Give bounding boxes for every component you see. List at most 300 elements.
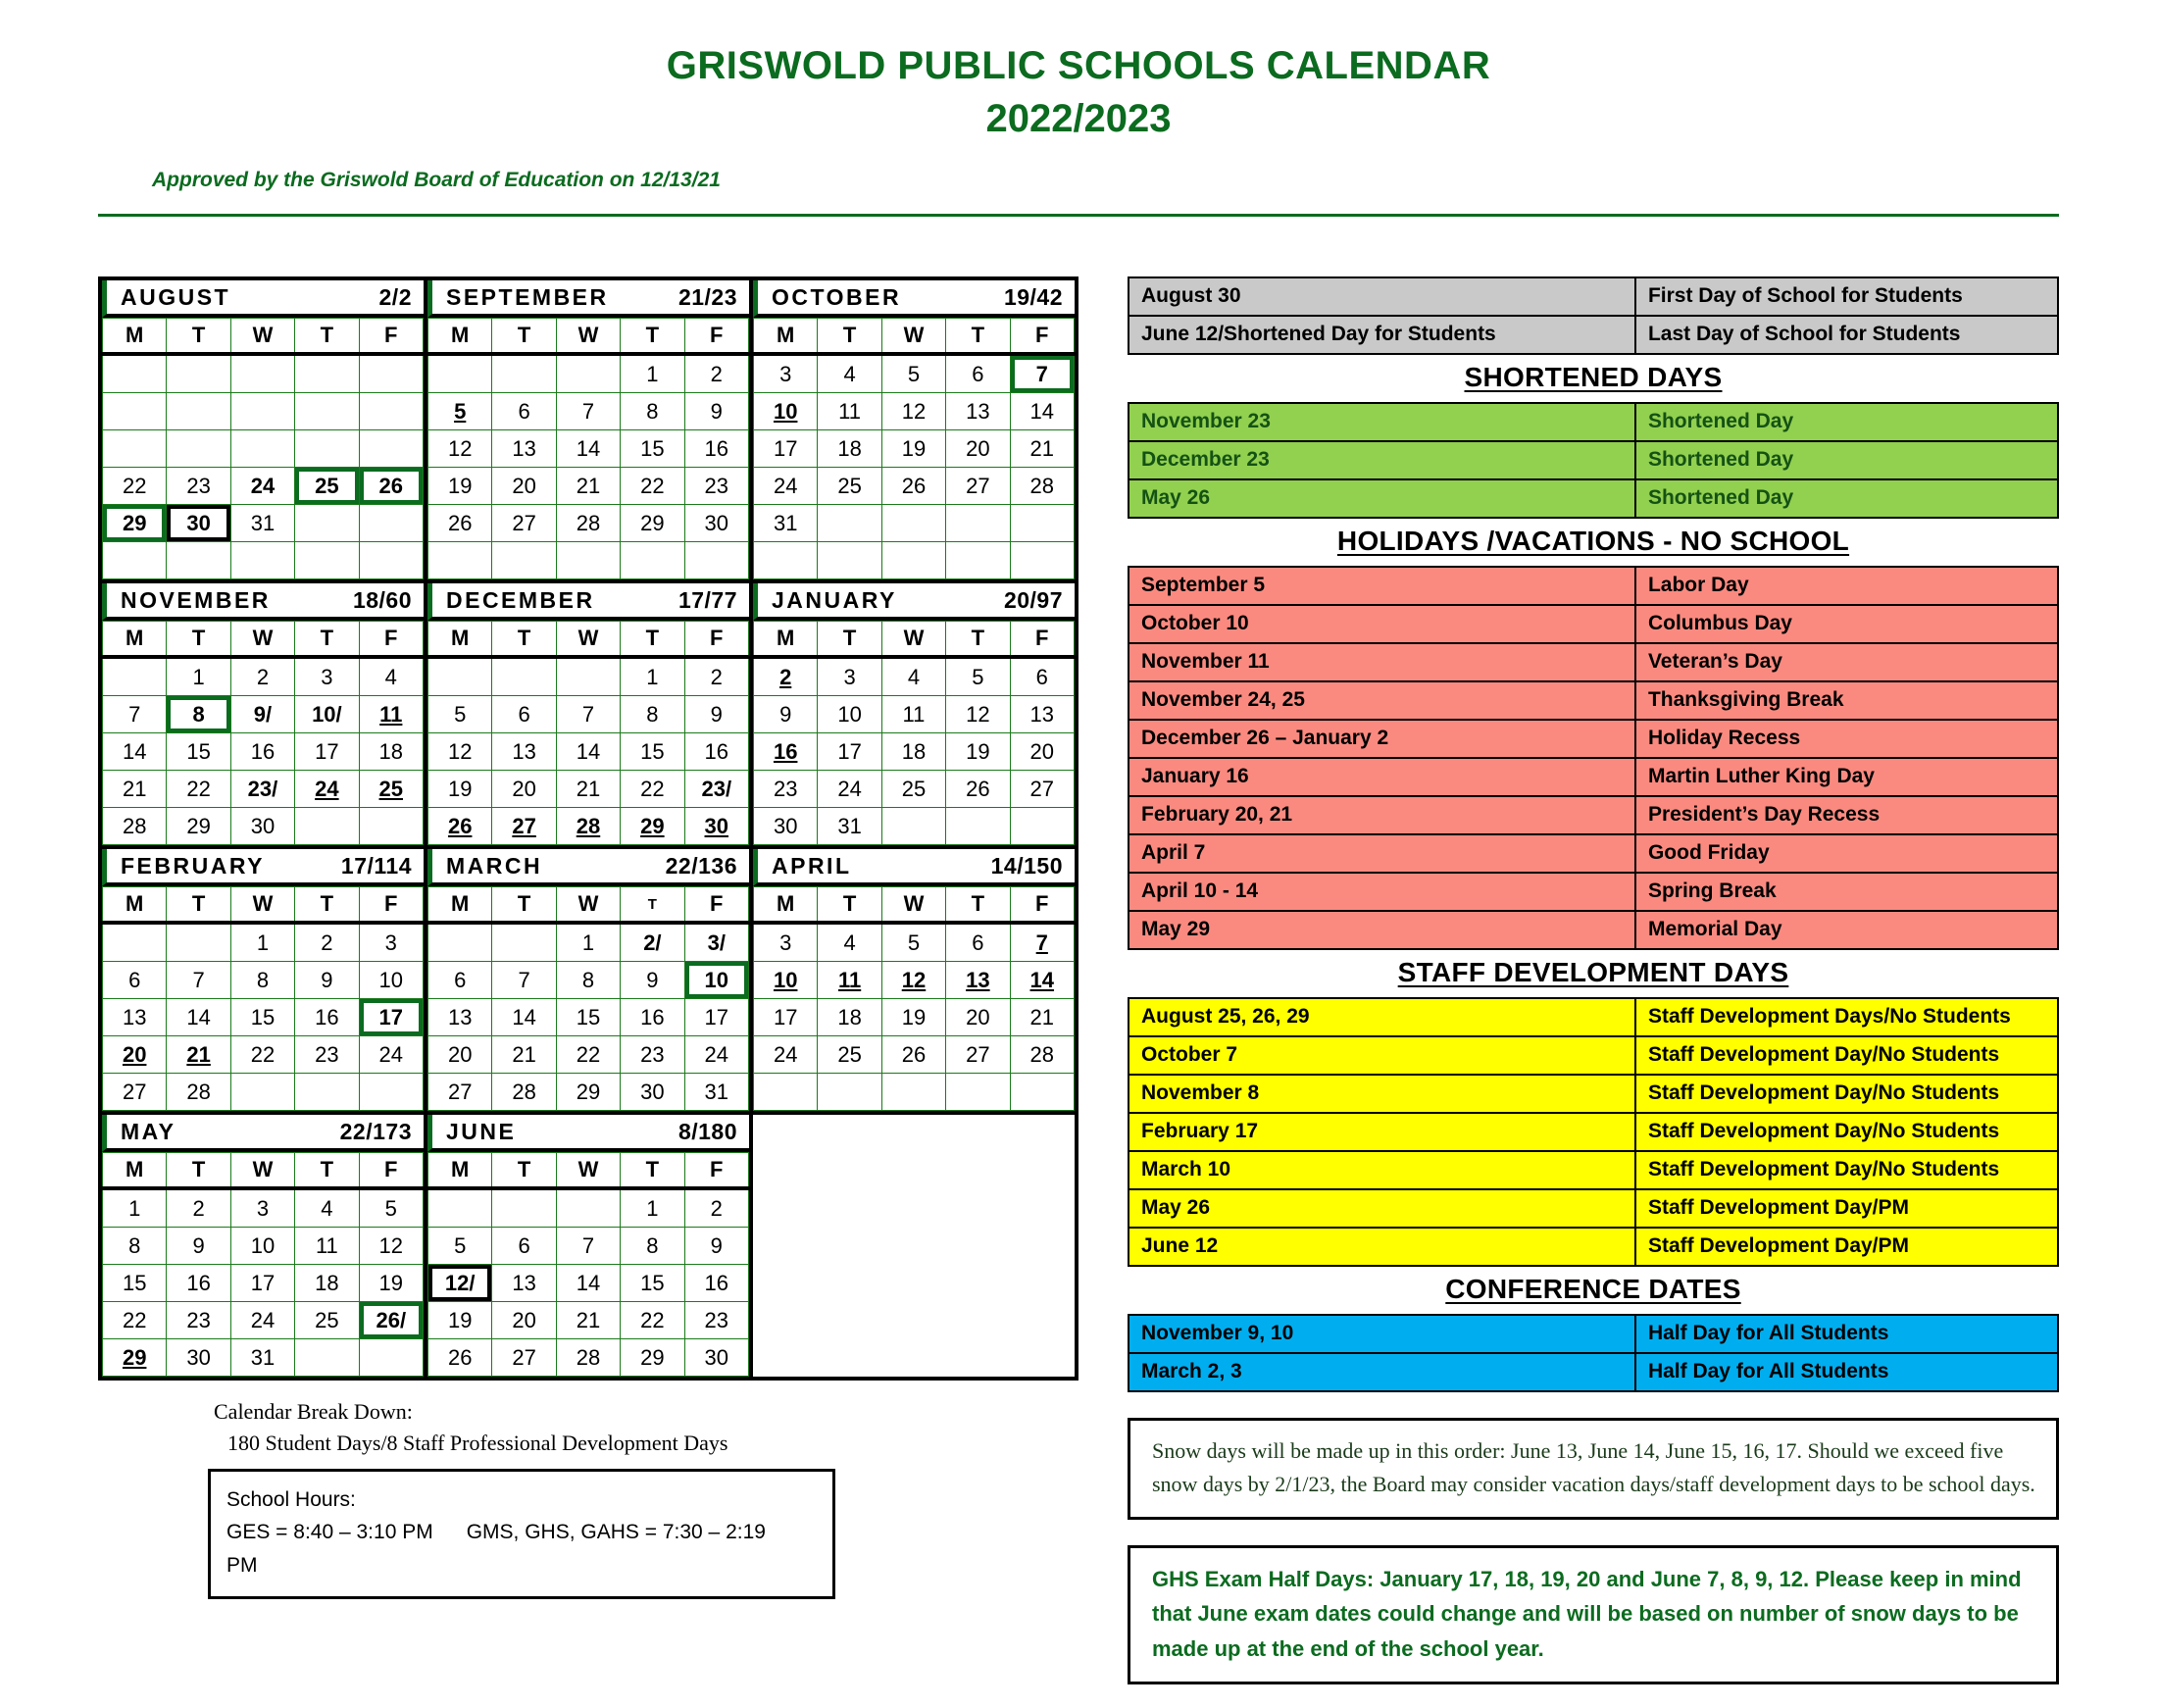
day-cell[interactable]: 20 <box>492 468 556 505</box>
day-cell[interactable]: 21 <box>1010 999 1074 1036</box>
week-row <box>754 430 1075 468</box>
day-cell-empty <box>492 923 556 962</box>
day-cell[interactable]: 5 <box>428 1228 492 1265</box>
day-cell[interactable]: 10 <box>359 962 423 999</box>
week-row <box>428 999 749 1036</box>
month-table <box>427 621 749 845</box>
day-cell[interactable]: 12 <box>946 696 1010 733</box>
day-cell[interactable]: 3 <box>359 923 423 962</box>
day-cell[interactable]: 13 <box>492 1265 556 1302</box>
day-cell[interactable]: 26 <box>428 1339 492 1377</box>
day-cell[interactable]: 24 <box>754 468 818 505</box>
day-cell[interactable]: 19 <box>428 771 492 808</box>
day-cell[interactable]: 19 <box>881 430 945 468</box>
day-cell[interactable]: 22 <box>103 1302 167 1339</box>
day-cell[interactable]: 21 <box>556 468 620 505</box>
day-cell-empty <box>103 354 167 393</box>
day-cell[interactable]: 22 <box>103 468 167 505</box>
staff-development-table <box>1128 997 2059 1267</box>
day-cell[interactable]: 14 <box>103 733 167 771</box>
day-cell[interactable]: 20 <box>1010 733 1074 771</box>
holiday-row <box>1129 681 2058 720</box>
day-cell[interactable]: 19 <box>428 468 492 505</box>
weekday-header: F <box>684 319 748 355</box>
day-cell[interactable]: 23 <box>621 1036 684 1074</box>
day-cell[interactable]: 29 <box>556 1074 620 1111</box>
day-cell[interactable]: 28 <box>1010 468 1074 505</box>
day-cell[interactable]: 17 <box>359 999 423 1036</box>
month-november <box>102 583 427 845</box>
day-cell[interactable]: 21 <box>556 771 620 808</box>
holiday-row <box>1129 643 2058 681</box>
legend-description: Staff Development Day/No Students <box>1635 1036 2058 1075</box>
day-cell[interactable]: 23/ <box>684 771 748 808</box>
day-cell[interactable]: 31 <box>684 1074 748 1111</box>
day-cell[interactable]: 6 <box>492 1228 556 1265</box>
day-cell[interactable]: 3/ <box>684 923 748 962</box>
day-cell[interactable]: 30 <box>754 808 818 845</box>
weekday-header: T <box>295 622 359 658</box>
day-cell[interactable]: 23 <box>684 1302 748 1339</box>
day-cell[interactable]: 9 <box>754 696 818 733</box>
day-cell[interactable]: 3 <box>295 657 359 696</box>
month-table <box>102 886 424 1111</box>
day-cell-empty <box>492 354 556 393</box>
month-header <box>427 849 749 886</box>
day-cell[interactable]: 30 <box>167 1339 230 1377</box>
day-cell[interactable]: 12/ <box>428 1265 492 1302</box>
day-cell[interactable]: 25 <box>881 771 945 808</box>
day-cell[interactable]: 10 <box>754 393 818 430</box>
day-cell[interactable]: 16 <box>754 733 818 771</box>
day-cell[interactable]: 13 <box>492 733 556 771</box>
day-cell[interactable]: 29 <box>621 1339 684 1377</box>
day-cell[interactable]: 29 <box>621 505 684 542</box>
day-cell[interactable]: 23 <box>167 1302 230 1339</box>
day-cell[interactable]: 5 <box>881 923 945 962</box>
day-cell[interactable]: 31 <box>230 505 294 542</box>
day-cell[interactable]: 18 <box>359 733 423 771</box>
day-cell[interactable]: 6 <box>946 923 1010 962</box>
day-cell[interactable]: 4 <box>818 923 881 962</box>
month-name: SEPTEMBER <box>446 283 609 310</box>
day-cell[interactable]: 28 <box>556 505 620 542</box>
day-cell[interactable]: 9 <box>167 1228 230 1265</box>
day-cell[interactable]: 30 <box>230 808 294 845</box>
day-cell[interactable]: 15 <box>230 999 294 1036</box>
day-cell[interactable]: 2 <box>754 657 818 696</box>
day-cell[interactable]: 27 <box>946 468 1010 505</box>
legend-description: Staff Development Day/PM <box>1635 1228 2058 1266</box>
day-cell[interactable]: 8 <box>621 1228 684 1265</box>
day-cell[interactable]: 9/ <box>230 696 294 733</box>
day-cell[interactable]: 2 <box>167 1188 230 1228</box>
day-cell[interactable]: 27 <box>103 1074 167 1111</box>
day-cell[interactable]: 14 <box>1010 962 1074 999</box>
day-cell[interactable]: 5 <box>428 393 492 430</box>
legend-date: October 10 <box>1129 605 1635 643</box>
week-row <box>428 657 749 696</box>
day-cell[interactable]: 7 <box>556 1228 620 1265</box>
day-cell[interactable]: 23 <box>167 468 230 505</box>
day-cell[interactable]: 1 <box>621 354 684 393</box>
day-cell[interactable]: 6 <box>492 696 556 733</box>
day-cell[interactable]: 5 <box>428 696 492 733</box>
day-cell[interactable]: 27 <box>492 808 556 845</box>
week-row <box>754 999 1075 1036</box>
day-cell[interactable]: 9 <box>621 962 684 999</box>
day-cell[interactable]: 14 <box>1010 393 1074 430</box>
key-dates-table <box>1128 276 2059 355</box>
day-cell[interactable]: 17 <box>754 430 818 468</box>
day-cell[interactable]: 1 <box>621 1188 684 1228</box>
day-cell[interactable]: 13 <box>428 999 492 1036</box>
conference-row <box>1129 1315 2058 1353</box>
day-cell[interactable]: 18 <box>818 430 881 468</box>
day-cell[interactable]: 12 <box>428 430 492 468</box>
day-cell[interactable]: 13 <box>103 999 167 1036</box>
day-cell[interactable]: 31 <box>754 505 818 542</box>
day-cell[interactable]: 9 <box>684 1228 748 1265</box>
day-cell[interactable]: 6 <box>1010 657 1074 696</box>
day-cell[interactable]: 26 <box>359 468 423 505</box>
day-cell[interactable]: 29 <box>621 808 684 845</box>
day-cell[interactable]: 4 <box>818 354 881 393</box>
day-cell[interactable]: 21 <box>167 1036 230 1074</box>
day-cell[interactable]: 30 <box>621 1074 684 1111</box>
month-table <box>753 621 1075 845</box>
day-cell[interactable]: 28 <box>103 808 167 845</box>
day-cell[interactable]: 1 <box>103 1188 167 1228</box>
day-cell[interactable]: 24 <box>230 1302 294 1339</box>
day-cell[interactable]: 18 <box>881 733 945 771</box>
day-cell[interactable]: 17 <box>684 999 748 1036</box>
day-cell[interactable]: 28 <box>167 1074 230 1111</box>
day-cell[interactable]: 30 <box>684 808 748 845</box>
day-cell[interactable]: 29 <box>103 505 167 542</box>
day-cell[interactable]: 14 <box>556 430 620 468</box>
day-cell[interactable]: 11 <box>881 696 945 733</box>
day-cell-empty <box>103 393 167 430</box>
day-cell-empty <box>946 808 1010 845</box>
day-cell[interactable]: 6 <box>428 962 492 999</box>
day-cell[interactable]: 20 <box>946 430 1010 468</box>
calendar-row <box>98 845 1078 1115</box>
week-row <box>754 733 1075 771</box>
weekday-header: M <box>428 887 492 924</box>
week-row <box>754 505 1075 542</box>
day-cell[interactable]: 4 <box>295 1188 359 1228</box>
day-cell[interactable]: 26 <box>881 468 945 505</box>
weekday-header: F <box>684 622 748 658</box>
week-row <box>103 1302 424 1339</box>
day-cell[interactable]: 24 <box>295 771 359 808</box>
day-cell[interactable]: 16 <box>230 733 294 771</box>
day-cell[interactable]: 5 <box>946 657 1010 696</box>
day-cell[interactable]: 22 <box>167 771 230 808</box>
day-cell-empty <box>492 542 556 579</box>
day-cell[interactable]: 22 <box>556 1036 620 1074</box>
day-cell[interactable]: 6 <box>946 354 1010 393</box>
day-cell[interactable]: 3 <box>754 354 818 393</box>
day-cell[interactable]: 8 <box>621 393 684 430</box>
day-cell[interactable]: 26 <box>946 771 1010 808</box>
day-cell[interactable]: 17 <box>230 1265 294 1302</box>
day-cell[interactable]: 14 <box>492 999 556 1036</box>
day-cell[interactable]: 2/ <box>621 923 684 962</box>
day-cell[interactable]: 23 <box>684 468 748 505</box>
day-cell[interactable]: 1 <box>230 923 294 962</box>
day-cell-empty <box>167 430 230 468</box>
week-row <box>428 354 749 393</box>
day-cell[interactable]: 25 <box>359 771 423 808</box>
day-cell[interactable]: 2 <box>230 657 294 696</box>
day-cell[interactable]: 11 <box>818 393 881 430</box>
day-cell[interactable]: 25 <box>818 468 881 505</box>
day-cell[interactable]: 16 <box>167 1265 230 1302</box>
weekday-header: F <box>684 887 748 924</box>
day-cell[interactable]: 4 <box>359 657 423 696</box>
day-cell[interactable]: 26/ <box>359 1302 423 1339</box>
day-cell[interactable]: 28 <box>556 1339 620 1377</box>
staff-development-title: STAFF DEVELOPMENT DAYS <box>1397 957 1789 987</box>
day-cell[interactable]: 11 <box>818 962 881 999</box>
day-cell[interactable]: 25 <box>818 1036 881 1074</box>
day-cell[interactable]: 3 <box>754 923 818 962</box>
day-cell[interactable]: 7 <box>103 696 167 733</box>
day-cell[interactable]: 14 <box>556 1265 620 1302</box>
day-cell[interactable]: 21 <box>556 1302 620 1339</box>
day-cell[interactable]: 19 <box>428 1302 492 1339</box>
shortened-days-title: SHORTENED DAYS <box>1464 362 1723 392</box>
shortened-day-row <box>1129 479 2058 518</box>
day-cell[interactable]: 2 <box>684 657 748 696</box>
day-cell[interactable]: 17 <box>295 733 359 771</box>
day-cell[interactable]: 15 <box>103 1265 167 1302</box>
day-cell[interactable]: 10 <box>684 962 748 999</box>
day-cell[interactable]: 26 <box>428 808 492 845</box>
day-cell[interactable]: 7 <box>1010 354 1074 393</box>
weekday-header: F <box>1010 622 1074 658</box>
legend-description: Spring Break <box>1635 873 2058 911</box>
day-cell[interactable]: 1 <box>167 657 230 696</box>
day-cell[interactable]: 16 <box>684 430 748 468</box>
day-cell[interactable]: 9 <box>295 962 359 999</box>
day-cell[interactable]: 27 <box>946 1036 1010 1074</box>
day-cell[interactable]: 23 <box>754 771 818 808</box>
weekday-header: M <box>754 319 818 355</box>
day-cell[interactable]: 10 <box>818 696 881 733</box>
day-cell[interactable]: 25 <box>295 468 359 505</box>
day-cell[interactable]: 11 <box>359 696 423 733</box>
day-cell[interactable]: 13 <box>946 393 1010 430</box>
day-cell[interactable]: 9 <box>684 393 748 430</box>
day-cell[interactable]: 8 <box>230 962 294 999</box>
day-cell[interactable]: 20 <box>492 771 556 808</box>
week-row <box>428 1302 749 1339</box>
day-cell-empty <box>881 808 945 845</box>
holidays-table <box>1128 566 2059 950</box>
day-cell[interactable]: 8 <box>167 696 230 733</box>
day-cell[interactable]: 18 <box>295 1265 359 1302</box>
day-cell-empty <box>359 1074 423 1111</box>
weekday-header: T <box>167 622 230 658</box>
day-cell[interactable]: 22 <box>621 771 684 808</box>
day-cell[interactable]: 14 <box>556 733 620 771</box>
day-cell[interactable]: 20 <box>103 1036 167 1074</box>
day-cell[interactable]: 5 <box>359 1188 423 1228</box>
day-cell[interactable]: 16 <box>684 733 748 771</box>
week-row <box>428 696 749 733</box>
legend-date: May 26 <box>1129 1189 1635 1228</box>
day-cell[interactable]: 24 <box>684 1036 748 1074</box>
day-cell[interactable]: 11 <box>295 1228 359 1265</box>
day-cell[interactable]: 8 <box>621 696 684 733</box>
weekday-header: M <box>428 622 492 658</box>
day-cell[interactable]: 15 <box>621 1265 684 1302</box>
day-cell[interactable]: 24 <box>359 1036 423 1074</box>
day-cell[interactable]: 27 <box>492 1339 556 1377</box>
day-cell[interactable]: 26 <box>881 1036 945 1074</box>
day-cell[interactable]: 17 <box>818 733 881 771</box>
day-cell[interactable]: 22 <box>230 1036 294 1074</box>
day-cell[interactable]: 20 <box>492 1302 556 1339</box>
day-cell[interactable]: 13 <box>946 962 1010 999</box>
day-cell[interactable]: 2 <box>684 354 748 393</box>
day-cell[interactable]: 19 <box>881 999 945 1036</box>
month-december <box>427 583 753 845</box>
day-cell-empty <box>946 542 1010 579</box>
day-cell[interactable]: 25 <box>295 1302 359 1339</box>
day-cell[interactable]: 12 <box>428 733 492 771</box>
day-cell-empty <box>946 1074 1010 1111</box>
day-cell[interactable]: 30 <box>167 505 230 542</box>
day-cell[interactable]: 27 <box>428 1074 492 1111</box>
day-cell[interactable]: 7 <box>167 962 230 999</box>
legend-description: Staff Development Day/PM <box>1635 1189 2058 1228</box>
week-row <box>754 393 1075 430</box>
day-cell-empty <box>492 657 556 696</box>
conference-dates-title: CONFERENCE DATES <box>1445 1274 1741 1304</box>
day-cell[interactable]: 9 <box>684 696 748 733</box>
weekday-header: W <box>230 319 294 355</box>
day-cell[interactable]: 23 <box>295 1036 359 1074</box>
day-cell[interactable]: 29 <box>103 1339 167 1377</box>
day-cell[interactable]: 8 <box>556 962 620 999</box>
day-cell[interactable]: 16 <box>684 1265 748 1302</box>
day-cell[interactable]: 23/ <box>230 771 294 808</box>
day-cell[interactable]: 24 <box>230 468 294 505</box>
day-cell[interactable]: 30 <box>684 505 748 542</box>
day-cell[interactable]: 16 <box>295 999 359 1036</box>
day-cell[interactable]: 3 <box>230 1188 294 1228</box>
day-cell[interactable]: 27 <box>492 505 556 542</box>
day-cell[interactable]: 12 <box>881 393 945 430</box>
day-cell[interactable]: 24 <box>754 1036 818 1074</box>
day-cell[interactable]: 22 <box>621 468 684 505</box>
day-cell[interactable]: 13 <box>1010 696 1074 733</box>
weekday-header: T <box>492 622 556 658</box>
day-cell[interactable]: 10/ <box>295 696 359 733</box>
legend-date: September 5 <box>1129 567 1635 605</box>
day-cell[interactable]: 31 <box>818 808 881 845</box>
day-cell[interactable]: 8 <box>103 1228 167 1265</box>
day-cell[interactable]: 20 <box>946 999 1010 1036</box>
day-cell[interactable]: 18 <box>818 999 881 1036</box>
day-cell[interactable]: 13 <box>492 430 556 468</box>
day-cell[interactable]: 7 <box>492 962 556 999</box>
day-cell-empty <box>167 923 230 962</box>
legend-description: Thanksgiving Break <box>1635 681 2058 720</box>
week-row <box>103 733 424 771</box>
day-cell[interactable]: 21 <box>103 771 167 808</box>
day-cell[interactable]: 28 <box>492 1074 556 1111</box>
day-cell[interactable]: 15 <box>621 430 684 468</box>
day-cell[interactable]: 21 <box>1010 430 1074 468</box>
day-cell[interactable]: 10 <box>230 1228 294 1265</box>
day-cell[interactable]: 28 <box>1010 1036 1074 1074</box>
day-cell[interactable]: 2 <box>684 1188 748 1228</box>
day-cell[interactable]: 15 <box>556 999 620 1036</box>
legend-date: November 9, 10 <box>1129 1315 1635 1353</box>
day-cell-empty <box>881 542 945 579</box>
day-cell[interactable]: 10 <box>754 962 818 999</box>
day-cell[interactable]: 7 <box>556 393 620 430</box>
day-cell[interactable]: 7 <box>1010 923 1074 962</box>
day-cell[interactable]: 19 <box>946 733 1010 771</box>
day-cell[interactable]: 20 <box>428 1036 492 1074</box>
day-cell[interactable]: 26 <box>428 505 492 542</box>
month-header <box>102 280 424 318</box>
day-cell[interactable]: 19 <box>359 1265 423 1302</box>
week-row <box>754 657 1075 696</box>
day-cell[interactable]: 14 <box>167 999 230 1036</box>
weekday-header: T <box>167 1153 230 1189</box>
weekday-header: M <box>103 622 167 658</box>
day-cell[interactable]: 15 <box>621 733 684 771</box>
day-cell[interactable]: 2 <box>295 923 359 962</box>
day-cell[interactable]: 6 <box>492 393 556 430</box>
day-cell[interactable]: 1 <box>621 657 684 696</box>
week-row <box>103 1036 424 1074</box>
day-cell[interactable]: 17 <box>754 999 818 1036</box>
month-name: JANUARY <box>772 586 897 613</box>
day-cell[interactable]: 5 <box>881 354 945 393</box>
day-cell-empty <box>1010 505 1074 542</box>
day-cell[interactable]: 29 <box>167 808 230 845</box>
day-cell[interactable]: 30 <box>684 1339 748 1377</box>
day-cell[interactable]: 12 <box>881 962 945 999</box>
day-cell[interactable]: 12 <box>359 1228 423 1265</box>
month-table <box>427 318 749 579</box>
month-day-count: 22/136 <box>665 852 737 879</box>
day-cell[interactable]: 31 <box>230 1339 294 1377</box>
day-cell[interactable]: 15 <box>167 733 230 771</box>
day-cell[interactable]: 1 <box>556 923 620 962</box>
day-cell[interactable]: 22 <box>621 1302 684 1339</box>
day-cell[interactable]: 24 <box>818 771 881 808</box>
day-cell[interactable]: 4 <box>881 657 945 696</box>
day-cell[interactable]: 16 <box>621 999 684 1036</box>
day-cell[interactable]: 3 <box>818 657 881 696</box>
day-cell[interactable]: 27 <box>1010 771 1074 808</box>
day-cell[interactable]: 6 <box>103 962 167 999</box>
day-cell[interactable]: 7 <box>556 696 620 733</box>
day-cell-empty <box>167 354 230 393</box>
day-cell[interactable]: 21 <box>492 1036 556 1074</box>
day-cell[interactable]: 28 <box>556 808 620 845</box>
month-march <box>427 849 753 1111</box>
